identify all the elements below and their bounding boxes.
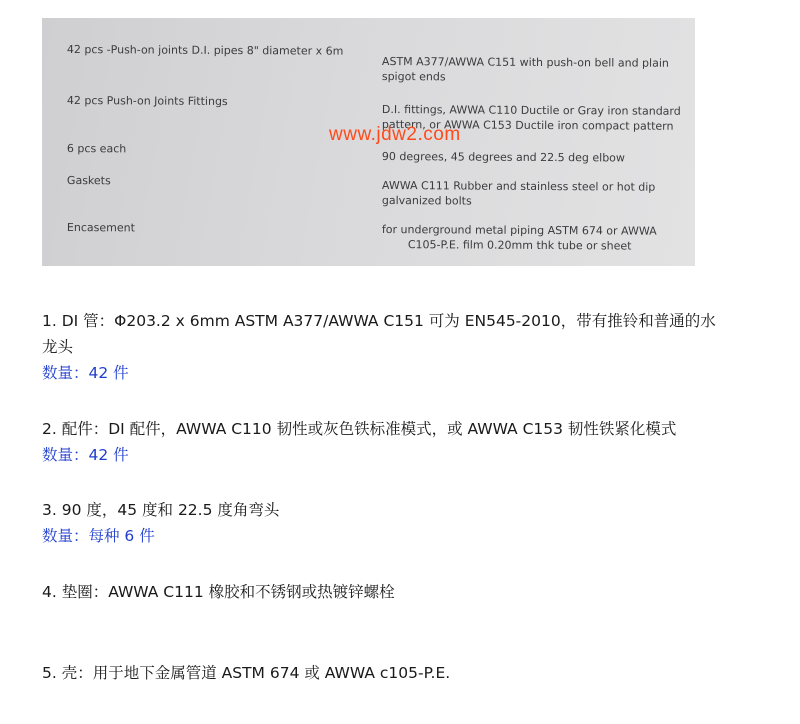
item-text: 2. 配件：DI 配件，AWWA C110 韧性或灰色铁标准模式，或 AWWA C153 韧性铁紧化模式 xyxy=(42,420,677,438)
list-item-3 xyxy=(42,497,772,549)
photo-text: spigot ends xyxy=(381,69,446,84)
item-text: 3. 90 度，45 度和 22.5 度角弯头 xyxy=(42,501,280,519)
photo-text: galvanized bolts xyxy=(381,193,472,208)
list-item-2 xyxy=(42,416,772,468)
document-photo xyxy=(42,18,695,266)
photo-text: ASTM A377/AWWA C151 with push-on bell and plain xyxy=(381,54,669,70)
item-quantity: 数量：42 件 xyxy=(42,364,129,382)
photo-text: AWWA C111 Rubber and stainless steel or hot dip xyxy=(381,178,656,194)
photo-text: for underground metal piping ASTM 674 or AWWA xyxy=(381,222,657,238)
item-text: 1. DI 管：Φ203.2 x 6mm ASTM A377/AWWA C151 可为 EN545-2010，带有推铃和普通的水 xyxy=(42,312,716,330)
photo-row-2-left: 42 pcs Push-on Joints Fittings xyxy=(66,93,228,108)
item-text: 4. 垫圈：AWWA C111 橡胶和不锈钢或热镀锌螺栓 xyxy=(42,583,395,601)
photo-row-3-right xyxy=(382,149,682,166)
watermark: www.jdw2.com xyxy=(329,124,461,145)
photo-row-3-left: 6 pcs each xyxy=(66,141,127,156)
list-item-4 xyxy=(42,579,772,605)
item-text: 5. 壳：用于地下金属管道 ASTM 674 或 AWWA c105-P.E. xyxy=(42,664,451,682)
item-quantity: 数量：每种 6 件 xyxy=(42,527,155,545)
photo-text: C105-P.E. film 0.20mm thk tube or sheet xyxy=(407,238,632,253)
photo-row-1-left: 42 pcs -Push-on joints D.I. pipes 8" diameter x 6m xyxy=(66,42,344,58)
item-quantity: 数量：42 件 xyxy=(42,446,129,464)
photo-text: D.I. fittings, AWWA C110 Ductile or Gray iron standard xyxy=(381,102,681,118)
item-text-cont: 龙头 xyxy=(42,338,74,356)
photo-text: pattern, or AWWA C153 Ductile iron compact pattern xyxy=(381,117,674,133)
list-item-1 xyxy=(42,308,772,386)
photo-text: 90 degrees, 45 degrees and 22.5 deg elbow xyxy=(381,149,625,165)
photo-row-5-right xyxy=(382,222,682,254)
list-item-5 xyxy=(42,660,772,686)
photo-row-5-left: Encasement xyxy=(66,220,135,235)
photo-row-1-right xyxy=(382,54,682,86)
photo-row-4-right xyxy=(382,178,682,210)
photo-row-4-left: Gaskets xyxy=(66,173,111,188)
